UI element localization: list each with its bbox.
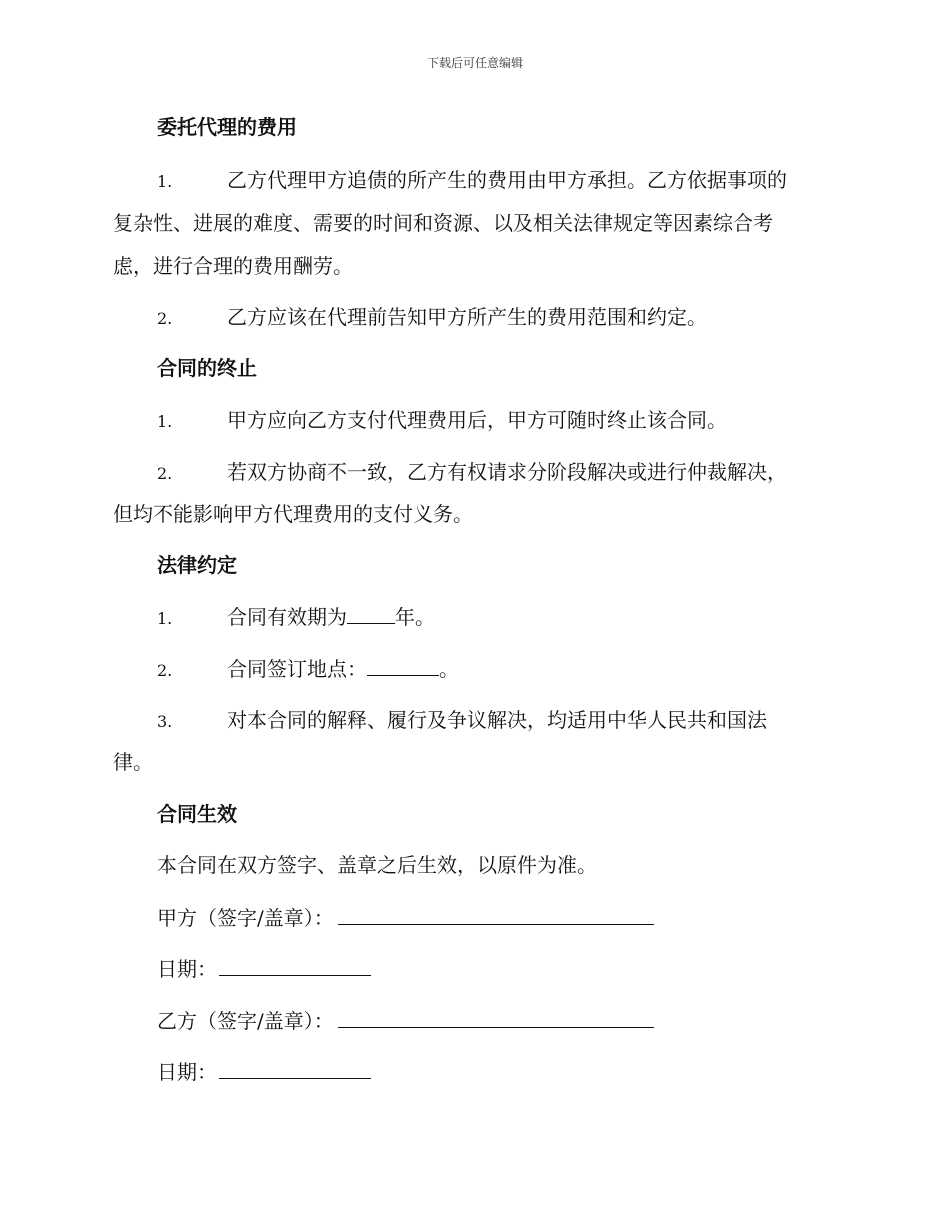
effective-statement: 本合同在双方签字、盖章之后生效，以原件为准。: [157, 853, 597, 877]
date-b-line: [219, 1058, 371, 1079]
item-text-continued: 但均不能影响甲方代理费用的支付义务。: [113, 502, 473, 526]
party-b-label: 乙方（签字/盖章）：: [157, 1009, 334, 1033]
section-title-legal: 法律约定: [157, 553, 237, 577]
item-number: 2.: [157, 661, 173, 680]
item-text: 乙方应该在代理前告知甲方所产生的费用范围和约定。: [227, 305, 707, 329]
party-b-signature-line: [338, 1007, 654, 1028]
item-text-continued: 律。: [113, 750, 153, 774]
party-a-signature: [157, 904, 950, 932]
item-text-continued: 虑，进行合理的费用酬劳。: [113, 254, 353, 278]
term-blank: [347, 603, 395, 624]
item-text: 甲方应向乙方支付代理费用后，甲方可随时终止该合同。: [227, 408, 727, 432]
location-suffix: 。: [439, 657, 459, 681]
date-b: [157, 1058, 950, 1086]
term-suffix: 年。: [395, 605, 435, 629]
party-b-signature: [157, 1007, 950, 1035]
item-number: 3.: [157, 712, 173, 731]
item-text: 若双方协商不一致，乙方有权请求分阶段解决或进行仲裁解决，: [227, 460, 787, 484]
date-a-line: [219, 955, 371, 976]
location-blank: [367, 655, 439, 676]
party-a-signature-line: [338, 904, 654, 925]
item-number: 2.: [157, 464, 173, 483]
date-a: [157, 955, 950, 983]
section-title-termination: 合同的终止: [157, 356, 257, 380]
item-text: 对本合同的解释、履行及争议解决，均适用中华人民共和国法: [227, 708, 767, 732]
item-number: 1.: [157, 609, 173, 628]
page-header: 下载后可任意编辑: [426, 56, 523, 70]
location-label: 合同签订地点：: [227, 657, 367, 681]
item-number: 1.: [157, 412, 173, 431]
item-text-continued: 复杂性、进展的难度、需要的时间和资源、以及相关法律规定等因素综合考: [113, 211, 773, 235]
item-number: 2.: [157, 309, 173, 328]
item-number: 1.: [157, 172, 173, 191]
term-label: 合同有效期为: [227, 605, 347, 629]
section-title-effective: 合同生效: [157, 802, 237, 826]
item-text: 乙方代理甲方追债的所产生的费用由甲方承担。乙方依据事项的: [227, 168, 787, 192]
date-b-label: 日期：: [157, 1060, 217, 1084]
item-text: [227, 603, 435, 631]
item-text: [227, 655, 459, 683]
section-title-fees: 委托代理的费用: [157, 115, 297, 139]
date-a-label: 日期：: [157, 957, 217, 981]
party-a-label: 甲方（签字/盖章）：: [157, 906, 334, 930]
